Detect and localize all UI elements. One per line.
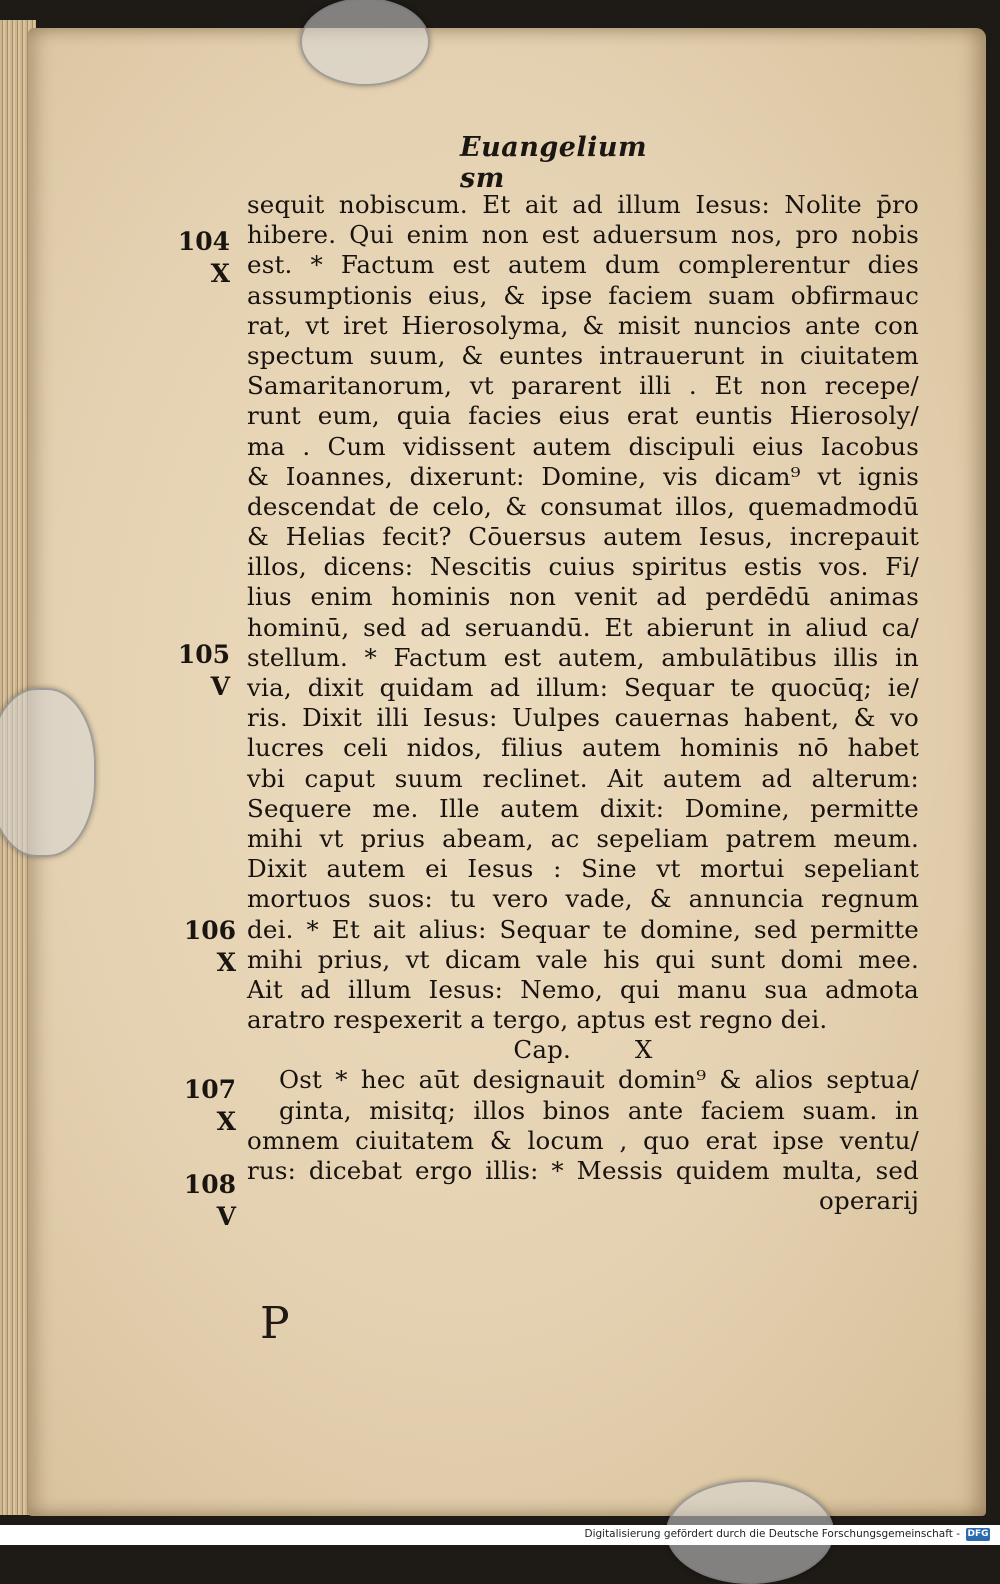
text-line: hominū, sed ad seruandū. Et abierunt in aliud ca/ [247, 612, 919, 642]
text-line: & Ioannes, dixerunt: Domine, vis dicam⁹ vt ignis [247, 461, 919, 491]
margin-note-section-v: V [210, 672, 230, 701]
margin-note-section-x: X [210, 259, 230, 288]
text-line: Ait ad illum Iesus: Nemo, qui manu sua admota [247, 974, 919, 1004]
text-line: ginta, misitq; illos binos ante faciem suam. in [279, 1095, 919, 1125]
text-line: Samaritanorum, vt pararent illi . Et non recepe/ [247, 371, 919, 401]
text-line: lucres celi nidos, filius autem hominis nō habet [247, 733, 919, 763]
text-line: assumptionis eius, & ipse faciem suam obfirmauc [247, 280, 919, 310]
text-line: mihi prius, vt dicam vale his qui sunt domi mee. [247, 944, 919, 974]
margin-note-verse-107: 107 [183, 1075, 236, 1104]
margin-note-verse-108: 108 [183, 1170, 236, 1199]
text-line: omnem ciuitatem & locum , quo erat ipse ventu/ [247, 1125, 919, 1155]
text-line: rus: dicebat ergo illis: * Messis quidem multa, sed [247, 1156, 919, 1185]
text-line: descendat de celo, & consumat illos, quemadmodū [247, 491, 919, 521]
margin-note-section-x: X [216, 1107, 236, 1136]
text-line: hibere. Qui enim non est aduersum nos, pro nobis [247, 220, 919, 250]
margin-note-verse-105: 105 [177, 640, 230, 669]
text-line: dei. * Et ait alius: Sequar te domine, sed permitte [247, 914, 919, 944]
text-line: lius enim hominis non venit ad perdēdū animas [247, 582, 919, 612]
margin-note-verse-104: 104 [177, 227, 230, 256]
text-line: mihi vt prius abeam, ac sepeliam patrem meum. [247, 823, 919, 853]
text-line: ma . Cum vidissent autem discipuli eius Iacobus [247, 431, 919, 461]
text-line: mortuos suos: tu vero vade, & annuncia regnum [247, 884, 919, 914]
page-clip-left [0, 688, 96, 857]
catchword: operarij [819, 1186, 919, 1216]
text-line: est. * Factum est autem dum complerentur dies [247, 250, 919, 280]
chapter-heading: Cap. X [513, 1035, 653, 1065]
text-line: illos, dicens: Nescitis cuius spiritus estis vos. Fi/ [247, 552, 919, 582]
text-line: Ost * hec aūt designauit domin⁹ & alios septua/ [279, 1065, 919, 1095]
text-line: Dixit autem ei Iesus : Sine vt mortui sepeliant [247, 854, 919, 884]
page-clip-top [300, 0, 430, 86]
text-line: rat, vt iret Hierosolyma, & misit nuncios ante con [247, 310, 919, 340]
body-text [247, 190, 919, 1349]
margin-note-section-x: X [216, 948, 236, 977]
text-line: sequit nobiscum. Et ait ad illum Iesus: Nolite p̄ro [247, 190, 919, 219]
margin-note-section-v: V [216, 1202, 236, 1231]
footer-credit: Digitalisierung gefördert durch die Deutsche Forschungsgemeinschaft - [584, 1528, 960, 1540]
text-line: & Helias fecit? Cōuersus autem Iesus, increpauit [247, 522, 919, 552]
dfg-logo[interactable]: DFG [967, 1529, 989, 1539]
text-line: Sequere me. Ille autem dixit: Domine, permitte [247, 793, 919, 823]
running-head: Euangelium sm [460, 132, 648, 194]
margin-note-verse-106: 106 [183, 916, 236, 945]
text-line: aratro respexerit a tergo, aptus est regno dei. [247, 1005, 828, 1035]
text-line: stellum. * Factum est autem, ambulātibus illis in [247, 642, 919, 672]
footer-bar [0, 1525, 1000, 1545]
text-line: ris. Dixit illi Iesus: Uulpes cauernas habent, & vo [247, 703, 919, 733]
text-line: runt eum, quia facies eius erat euntis Hierosoly/ [247, 401, 919, 431]
text-line: vbi caput suum reclinet. Ait autem ad alterum: [247, 763, 919, 793]
text-line: spectum suum, & euntes intrauerunt in ciuitatem [247, 340, 919, 370]
drop-initial: P [260, 1298, 290, 1349]
text-line: via, dixit quidam ad illum: Sequar te quocūq; ie/ [247, 673, 919, 702]
